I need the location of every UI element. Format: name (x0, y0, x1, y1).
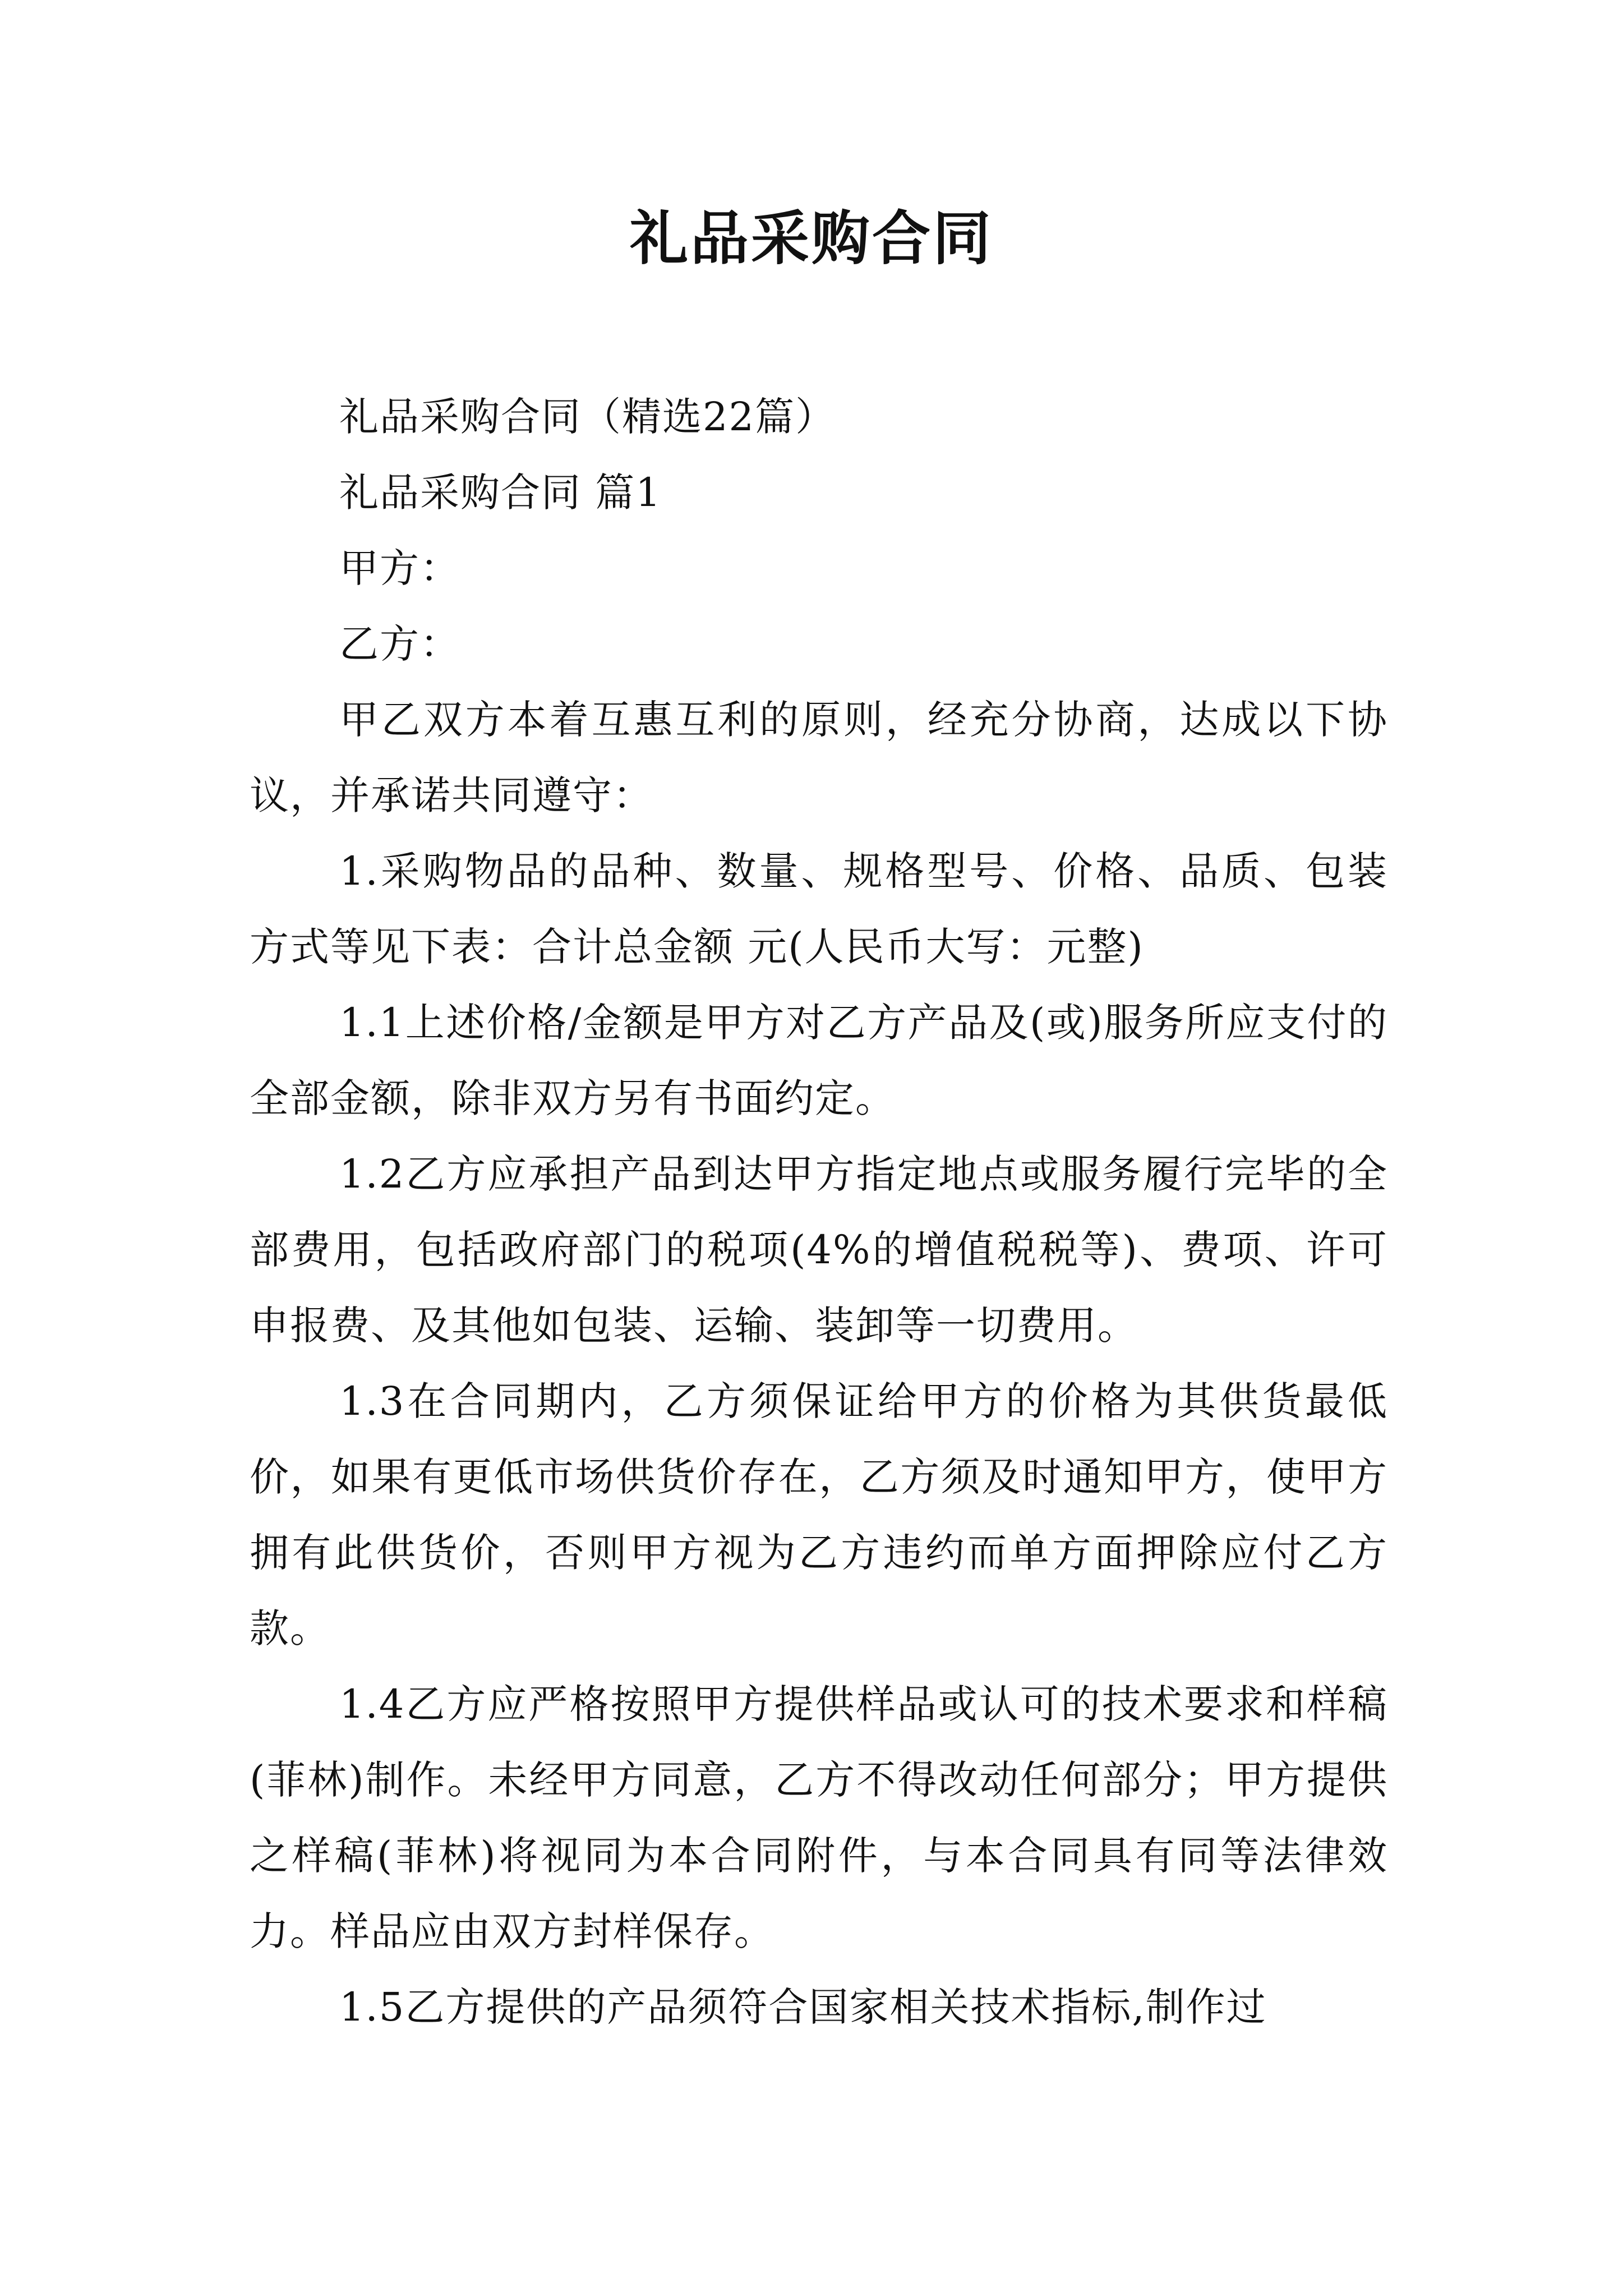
paragraph-party-a: 甲方： (339, 545, 460, 591)
paragraph-preamble: 甲乙双方本着互惠互利的原则，经充分协商，达成以下协议，并承诺共同遵守： (250, 697, 1388, 818)
paragraph-subtitle: 礼品采购合同（精选22篇） (339, 394, 836, 440)
paragraph-clause-1: 1.采购物品的品种、数量、规格型号、价格、品质、包装方式等见下表：合计总金额 元(人民币大写：元整) (250, 848, 1388, 970)
paragraph-clause-1-1: 1.1上述价格/金额是甲方对乙方产品及(或)服务所应支付的全部金额，除非双方另有书面约定。 (250, 1000, 1388, 1121)
document-body (250, 379, 1388, 2045)
paragraph-clause-1-2: 1.2乙方应承担产品到达甲方指定地点或服务履行完毕的全部费用，包括政府部门的税项(4%的增值税税等)、费项、许可申报费、及其他如包装、运输、装卸等一切费用。 (250, 1151, 1388, 1349)
document-title: 礼品采购合同 (629, 204, 993, 273)
paragraph-clause-1-4: 1.4乙方应严格按照甲方提供样品或认可的技术要求和样稿(菲林)制作。未经甲方同意，乙方不得改动任何部分；甲方提供之样稿(菲林)将视同为本合同附件，与本合同具有同等法律效力。样品应由双方封样保存。 (250, 1681, 1388, 1954)
paragraph-clause-1-5: 1.5乙方提供的产品须符合国家相关技术指标,制作过 (339, 1984, 1267, 2030)
paragraph-party-b: 乙方： (339, 621, 460, 667)
paragraph-clause-1-3: 1.3在合同期内，乙方须保证给甲方的价格为其供货最低价，如果有更低市场供货价存在，乙方须及时通知甲方，使甲方拥有此供货价，否则甲方视为乙方违约而单方面押除应付乙方款。 (250, 1378, 1388, 1651)
paragraph-section-heading: 礼品采购合同 篇1 (339, 470, 662, 516)
